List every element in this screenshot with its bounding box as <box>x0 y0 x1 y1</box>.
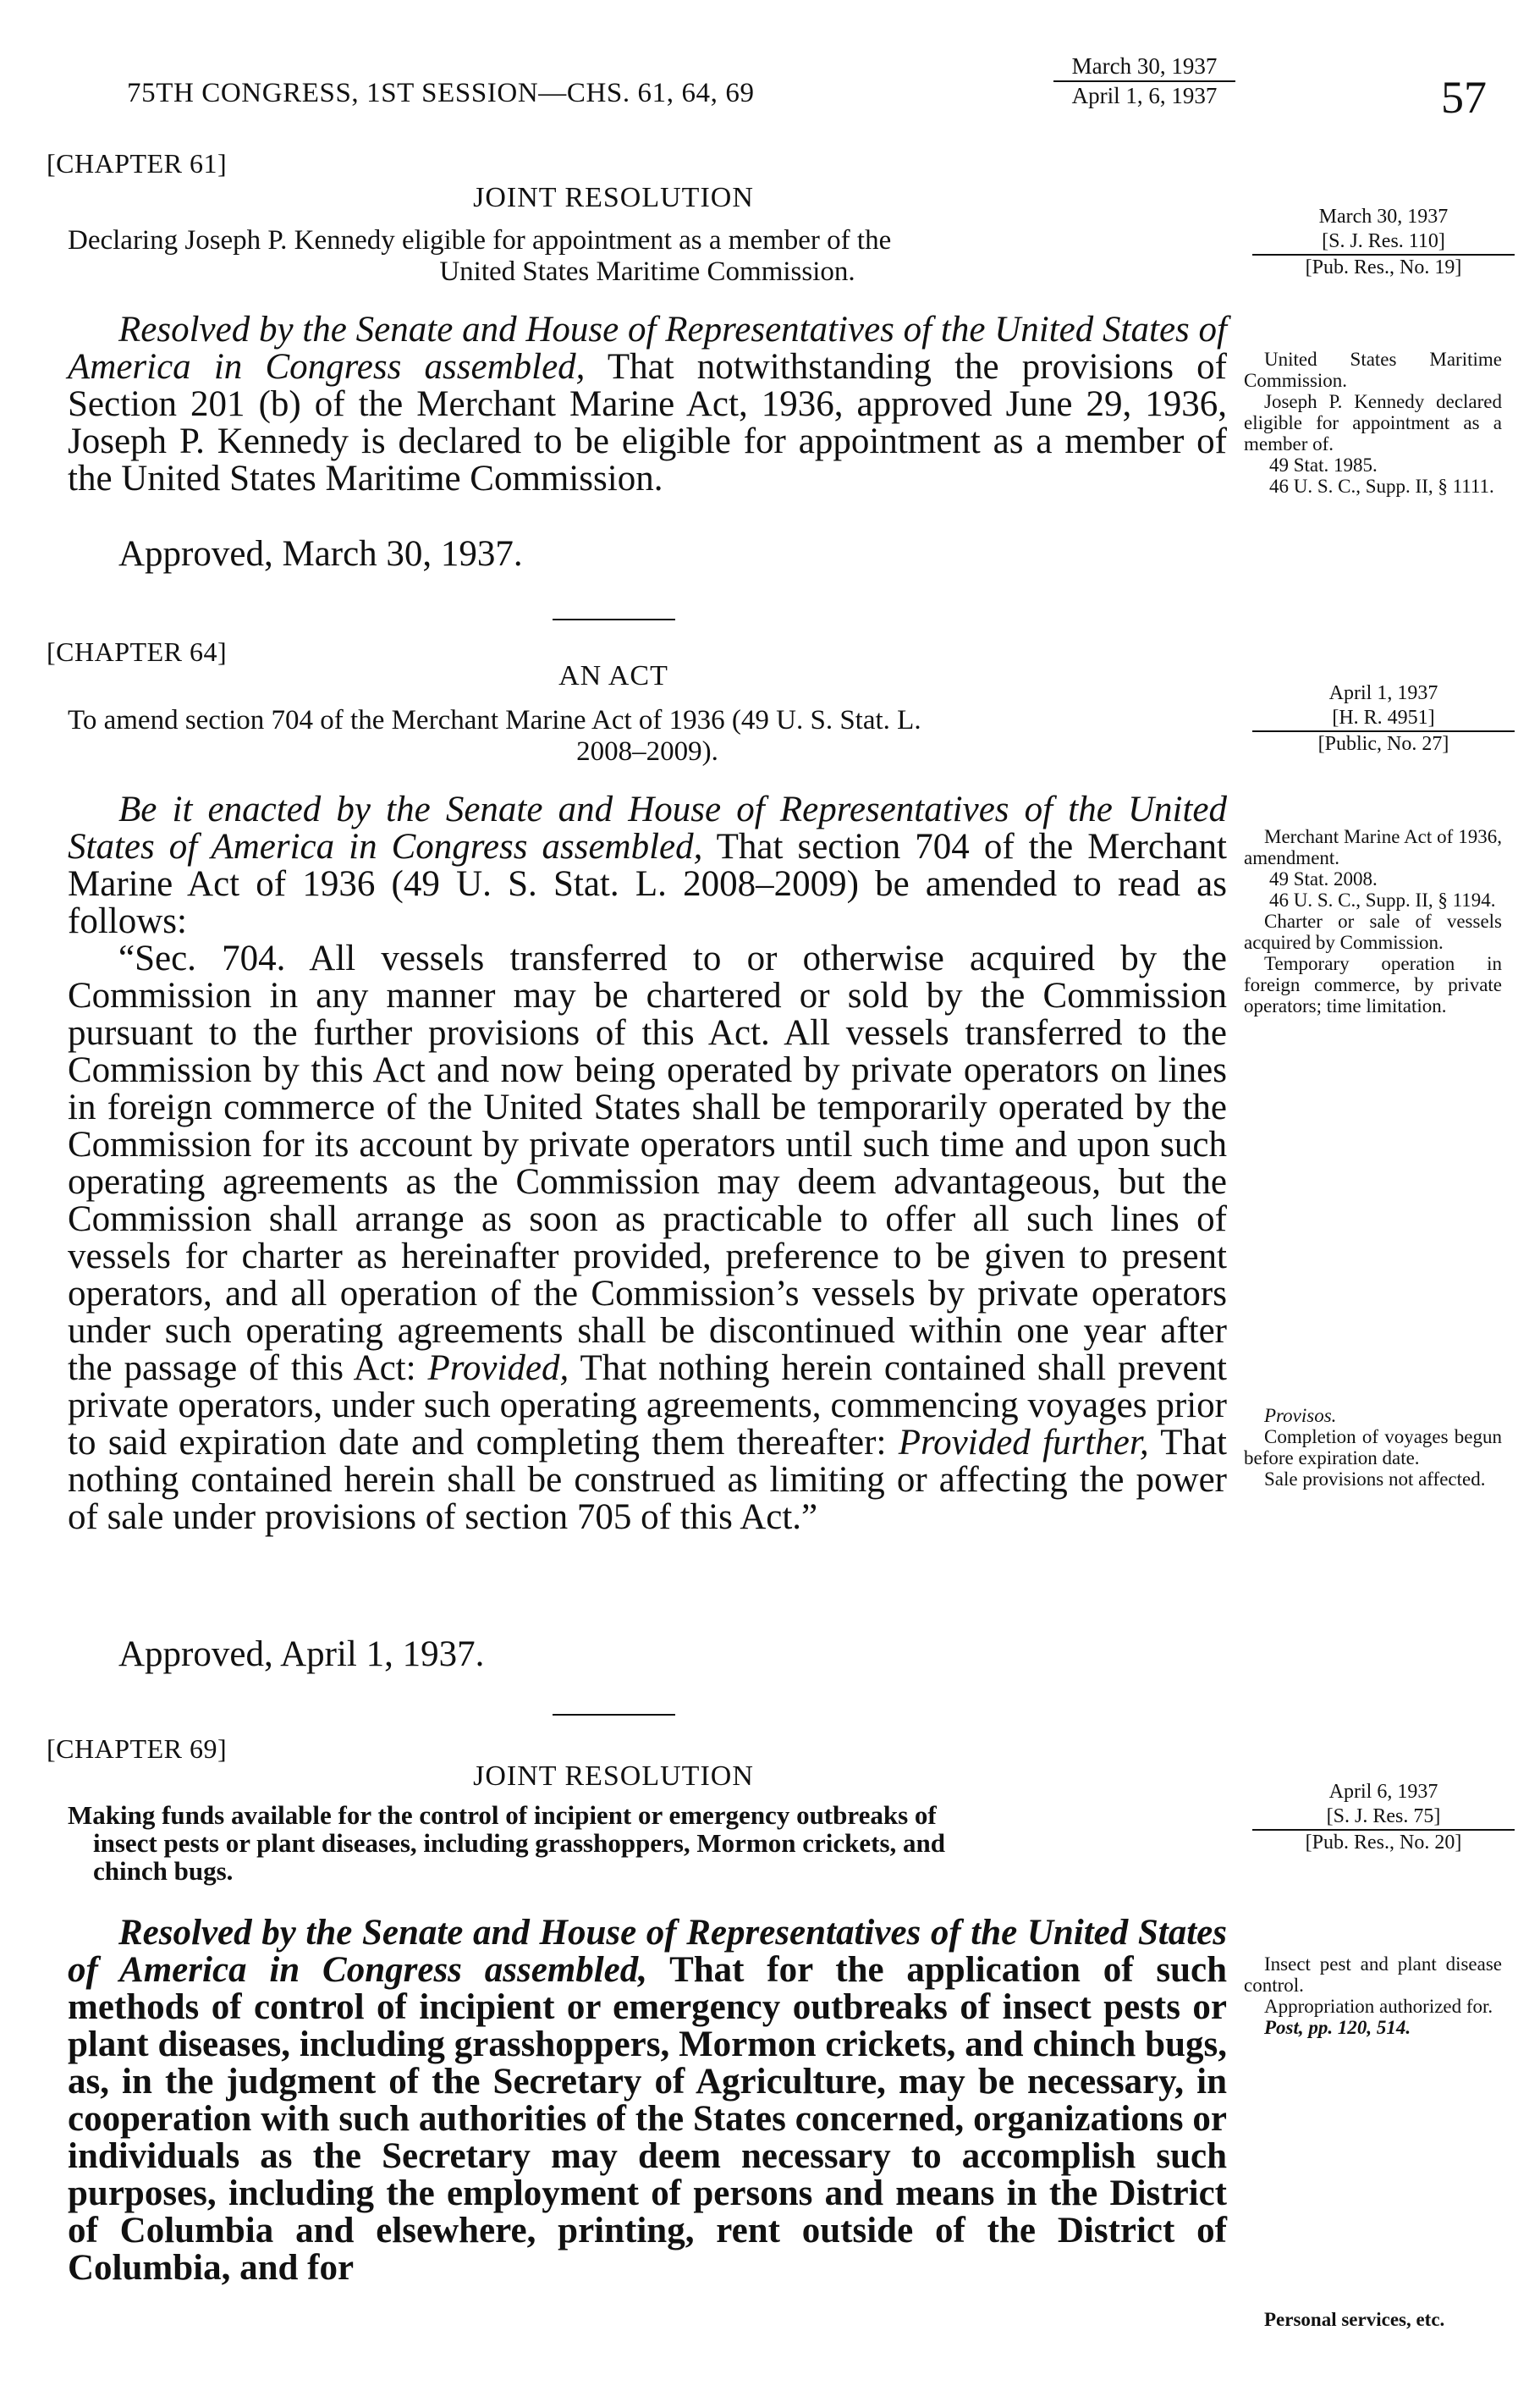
running-head-date-bottom: April 1, 6, 1937 <box>1071 83 1218 108</box>
chapter-69-enacting-clause: Resolved by the Senate and House of Representatives of the United States of America in Congress assembled, <box>68 1913 1227 1990</box>
chapter-69-body-text: That for the application of such methods of control of incipient or emergency outbreaks of insect pests or plant diseases, including grasshoppers, Mormon crickets, and chinch bugs, as, in the judgment of the Secretary of Agriculture, may be necessary, in cooperation with such authorities of the States concerned, organizations or individuals as the Secretary may deem necessary to accomplish such purposes, including the employment of persons and means in the District of Columbia and elsewhere, printing, rent outside of the District of Columbia, and for <box>68 1950 1227 2288</box>
chapter-69-note1-heading: Insect pest and plant disease control. <box>1244 1953 1502 1996</box>
chapter-61-approved: Approved, March 30, 1937. <box>118 534 523 574</box>
chapter-64-note3: Temporary operation in foreign commerce, by private operators; time limitation. <box>1244 953 1502 1016</box>
chapter-61-note-text: Joseph P. Kennedy declared eligible for appointment as a member of. <box>1244 391 1502 455</box>
chapter-64-body-intro: That section 704 of the Merchant Marine Act of 1936 (49 U. S. Stat. L. 2008–2009) be amended to read as follows: <box>68 827 1227 941</box>
chapter-64-side-res: [H. R. 4951] <box>1332 707 1435 729</box>
chapter-61-note-heading: United States Maritime Commission. <box>1244 349 1502 391</box>
chapter-64-approved: Approved, April 1, 1937. <box>118 1634 485 1674</box>
chapter-61-side-date: March 30, 1937 <box>1318 206 1449 228</box>
chapter-69-body <box>68 1914 1227 2287</box>
chapter-61-note-ref2: 46 U. S. C., Supp. II, § 1111. <box>1269 476 1494 497</box>
chapter-64-purpose <box>68 705 1227 768</box>
chapter-64-body <box>68 791 1227 1536</box>
chapter-64-note2: Charter or sale of vessels acquired by Commission. <box>1244 911 1502 953</box>
chapter-61-note-ref1: 49 Stat. 1985. <box>1269 455 1378 476</box>
chapter-61-enacting-clause: Resolved by the Senate and House of Representatives of the United States of America in Congress assembled, <box>68 310 1227 387</box>
chapter-64-title: AN ACT <box>558 660 668 691</box>
chapter-64-note4-label: Provisos. <box>1264 1405 1337 1426</box>
chapter-69-side-id <box>1261 1780 1506 1855</box>
chapter-64-sec-label: “Sec. 704. <box>118 939 286 978</box>
chapter-64-margin-note-2 <box>1244 1405 1502 1490</box>
chapter-64-purpose-line2: 2008–2009). <box>576 736 718 767</box>
chapter-69-purpose <box>68 1801 1227 1885</box>
chapter-61-body <box>68 311 1227 498</box>
chapter-64-side-id <box>1261 681 1506 757</box>
page-number: 57 <box>1441 72 1487 123</box>
chapter-69-note1-ref: Post, pp. 120, 514. <box>1264 2017 1411 2038</box>
chapter-61-label: [CHAPTER 61] <box>47 148 228 179</box>
chapter-69-label: [CHAPTER 69] <box>47 1733 228 1764</box>
chapter-64-proviso2-label: Provided further, <box>898 1423 1149 1463</box>
chapter-64-note4-b: Sale provisions not affected. <box>1264 1468 1486 1490</box>
chapter-69-title: JOINT RESOLUTION <box>473 1760 754 1792</box>
chapter-61-side-pub: [Pub. Res., No. 19] <box>1252 254 1515 280</box>
chapter-64-proviso1-text: That nothing herein contained shall prevent private operators, under such operating agreements, commencing voyages prior to said expiration date and completing them thereafter: <box>68 1348 1227 1463</box>
chapter-61-body-text: That notwithstanding the provisions of Section 201 (b) of the Merchant Marine Act, 1936, approved June 29, 1936, Joseph P. Kennedy is declared to be eligible for appointment as a member of the United States Maritime Commission. <box>68 347 1227 499</box>
chapter-69-note1-text: Appropriation authorized for. <box>1264 1996 1493 2017</box>
running-head-dates <box>1053 52 1235 110</box>
chapter-69-side-pub: [Pub. Res., No. 20] <box>1252 1829 1515 1855</box>
chapter-69-note2: Personal services, etc. <box>1264 2309 1445 2330</box>
chapter-69-margin-note-1 <box>1244 1953 1502 2038</box>
chapter-61-purpose-line1: Declaring Joseph P. Kennedy eligible for appointment as a member of the <box>68 225 892 256</box>
chapter-69-purpose-line1: Making funds available for the control of incipient or emergency outbreaks of <box>68 1800 937 1830</box>
chapter-64-side-date: April 1, 1937 <box>1328 682 1438 704</box>
chapter-64-sec-body: All vessels transferred to or otherwise acquired by the Commission in any manner may be chartered or sold by the Commission pursuant to the further provisions of this Act. All vessels transferred to the Commission by this Act and now being operated by private operators on lines in foreign commerce of the United States shall be temporarily operated by the Commission for its account by private operators until such time and upon such operating agreements as the Commission may deem advantageous, but the Commission shall arrange as soon as practicable to offer all such lines of vessels for charter as hereinafter provided, preference to be given to present operators, and all operation of the Commission’s vessels by private operators under such operating agreements shall be discontinued within one year after the passage of this Act: <box>68 939 1228 1388</box>
chapter-69-purpose-line2: insect pests or plant diseases, including grasshoppers, Mormon crickets, and <box>93 1828 945 1858</box>
chapter-64-note4-a: Completion of voyages begun before expiration date. <box>1244 1426 1502 1468</box>
running-head-date-top: March 30, 1937 <box>1053 52 1235 82</box>
chapter-61-purpose <box>68 225 1227 288</box>
chapter-64-label: [CHAPTER 64] <box>47 636 228 667</box>
chapter-64-note1-heading: Merchant Marine Act of 1936, amendment. <box>1244 826 1502 868</box>
chapter-61-side-res: [S. J. Res. 110] <box>1322 230 1445 252</box>
chapter-61-purpose-line2: United States Maritime Commission. <box>439 256 855 287</box>
chapter-64-purpose-line1: To amend section 704 of the Merchant Marine Act of 1936 (49 U. S. Stat. L. <box>68 705 921 735</box>
chapter-69-side-res: [S. J. Res. 75] <box>1326 1805 1441 1827</box>
chapter-69-purpose-line3: chinch bugs. <box>93 1856 234 1886</box>
chapter-64-proviso1-label: Provided, <box>427 1348 569 1388</box>
section-divider <box>553 1714 675 1716</box>
section-divider <box>553 619 675 620</box>
chapter-69-margin-note-2 <box>1244 2309 1502 2330</box>
chapter-64-note1-ref2: 46 U. S. C., Supp. II, § 1194. <box>1269 890 1496 911</box>
chapter-64-side-pub: [Public, No. 27] <box>1252 730 1515 757</box>
chapter-64-margin-note-1 <box>1244 826 1502 1016</box>
chapter-64-proviso2-text: That nothing contained herein shall be construed as limiting or affecting the power of sale under provisions of section 705 of this Act.” <box>68 1423 1228 1537</box>
chapter-69-side-date: April 6, 1937 <box>1328 1781 1438 1803</box>
chapter-61-margin-note <box>1244 349 1502 497</box>
chapter-61-side-id <box>1261 205 1506 280</box>
running-head <box>127 78 755 109</box>
chapter-64-note1-ref1: 49 Stat. 2008. <box>1269 868 1378 890</box>
running-head-text: 75TH CONGRESS, 1ST SESSION—CHS. 61, 64, 69 <box>127 78 755 108</box>
chapter-61-title: JOINT RESOLUTION <box>473 182 754 213</box>
chapter-64-enacting-clause: Be it enacted by the Senate and House of Representatives of the United States of America in Congress assembled, <box>68 790 1227 867</box>
